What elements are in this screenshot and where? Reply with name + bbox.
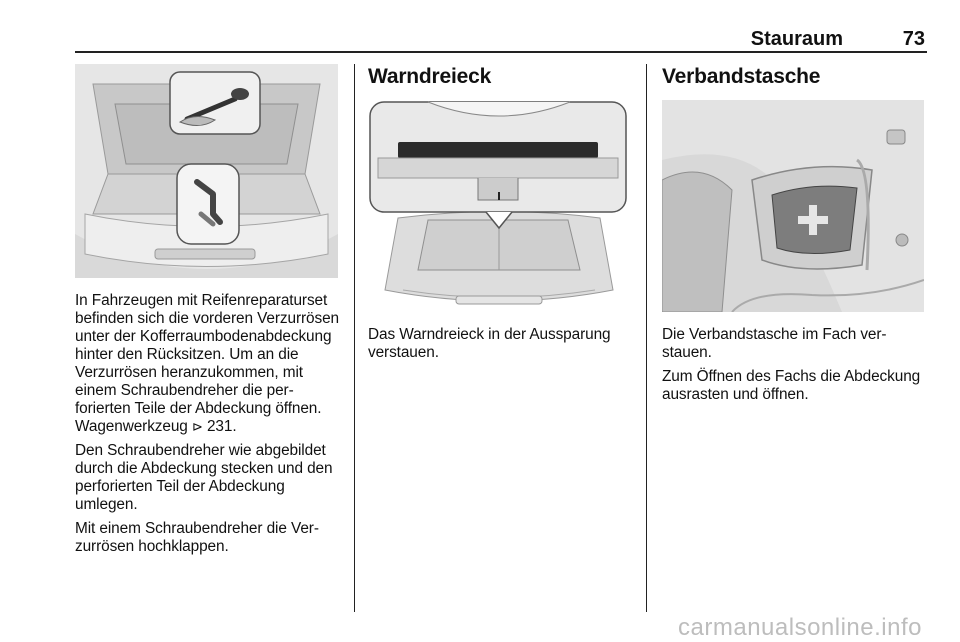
section-title: Stauraum: [750, 28, 843, 50]
paragraph: Zum Öffnen des Fachs die Abdeckung ausrasten und öffnen.: [662, 368, 921, 403]
header-rule: [75, 51, 927, 53]
paragraph: In Fahrzeugen mit Reifenreparaturset befinden sich die vorderen Verzurrösen unter der Kofferraumbodenabdeckung hinter den Rücksitzen. Um an die Verzurrösen heranzukommen, mit einem Schraubendreher die perforierten Teile der Abdeckung öffnen. Wagenwerkzeug ⊳ 231.: [75, 292, 339, 435]
paragraph: Das Warndreieck in der Aussparung verstauen.: [368, 326, 611, 361]
page-number: 73: [902, 28, 925, 50]
column-divider-2: [646, 64, 647, 612]
paragraph: Mit einem Schraubendreher die Verzurrösen hochklappen.: [75, 520, 319, 555]
column-warning-triangle: [368, 64, 634, 361]
cross-reference-arrow-icon: ⊳: [191, 419, 203, 434]
illustration-first-aid-kit: [662, 100, 924, 312]
heading-verbandstasche: Verbandstasche: [662, 65, 821, 88]
column-first-aid-kit: [662, 64, 928, 403]
column-2-text: [368, 326, 634, 368]
xref-link[interactable]: Wagenwerkzeug ⊳ 231.: [75, 418, 237, 435]
illustration-warning-triangle: [368, 100, 630, 312]
column-1-text: [75, 292, 341, 562]
column-3-text: [662, 326, 928, 410]
paragraph: Die Verbandstasche im Fach verstauen.: [662, 326, 887, 361]
illustration-trunk-lashing-eyes: [75, 64, 338, 278]
column-divider-1: [354, 64, 355, 612]
page-header: [75, 28, 927, 50]
heading-warndreieck: Warndreieck: [368, 65, 492, 88]
paragraph: Den Schraubendreher wie abgebildet durch die Abdeckung stecken und den perforierten Teil der Abdeckung umlegen.: [75, 442, 333, 513]
watermark: carmanualsonline.info: [678, 614, 922, 641]
